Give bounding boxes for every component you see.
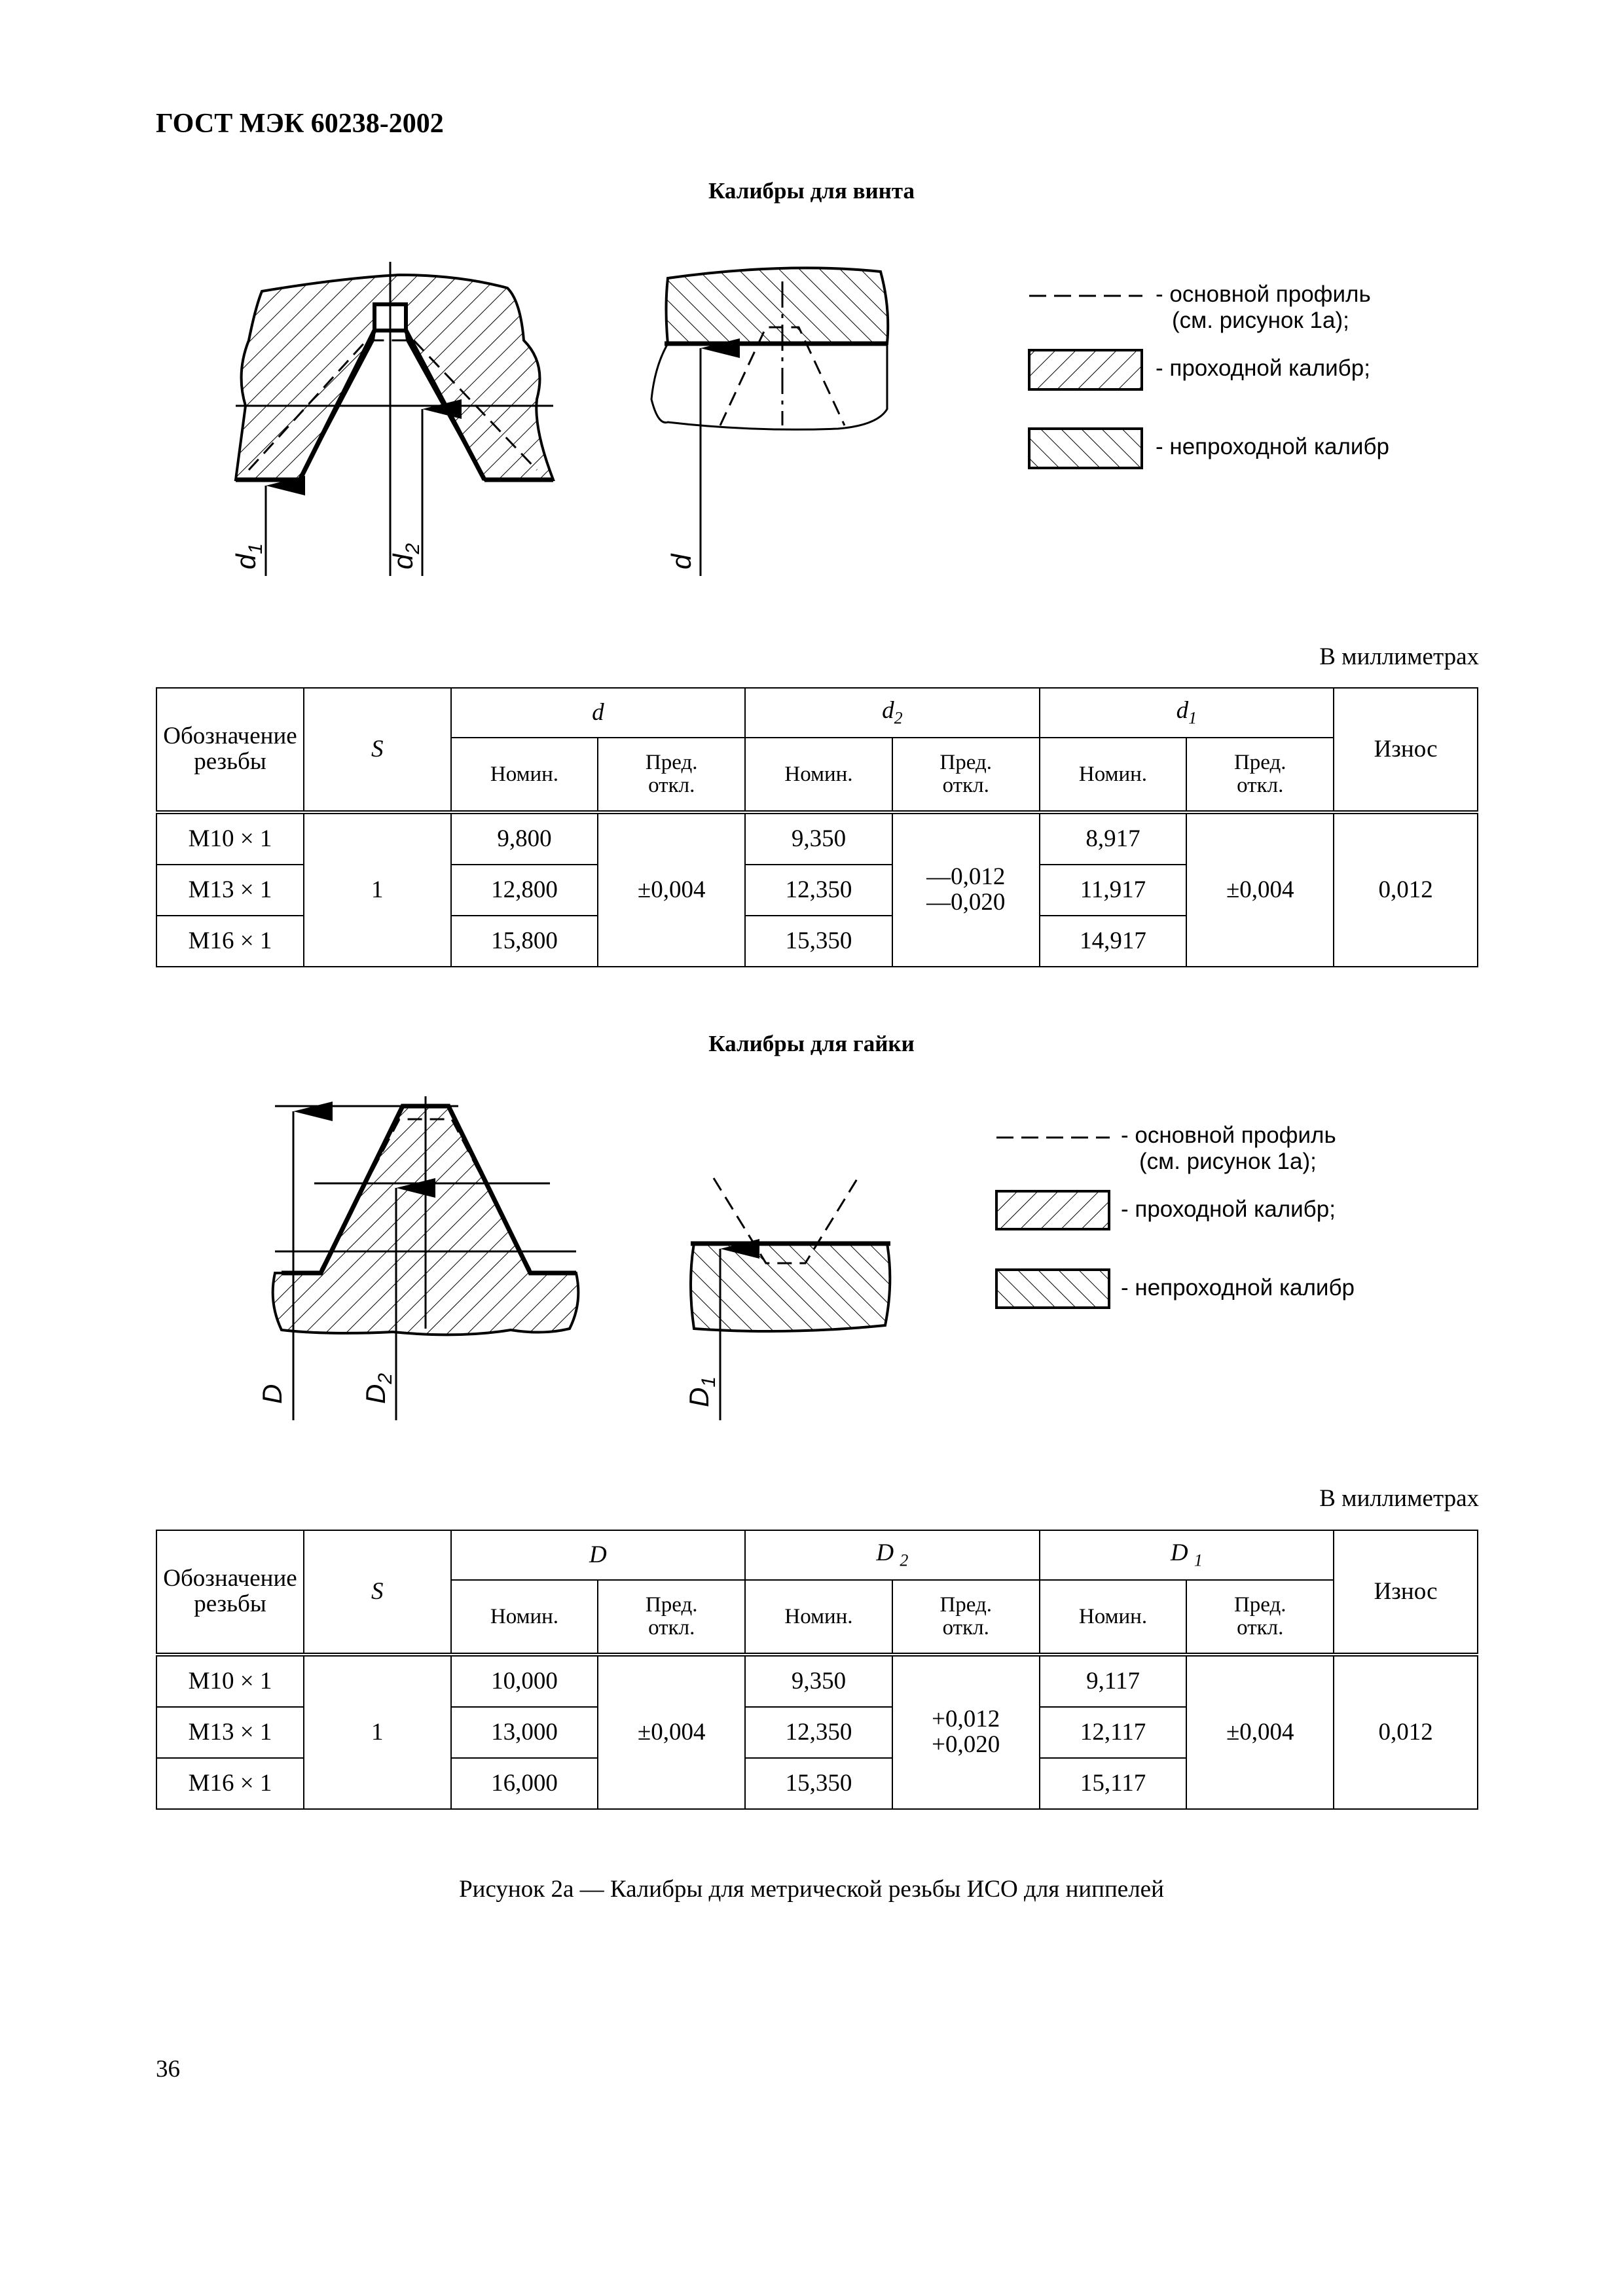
legend-go-swatch bbox=[996, 1191, 1109, 1229]
screw-legend-basic-profile: - основной профиль bbox=[1156, 281, 1371, 307]
cell-designation: M16 × 1 bbox=[156, 916, 304, 967]
header-nom: Номин. bbox=[1040, 738, 1187, 812]
cell-d2-nom: 15,350 bbox=[745, 916, 892, 967]
cell-D2-nom: 15,350 bbox=[745, 1758, 892, 1809]
cell-d-nom: 15,800 bbox=[451, 916, 598, 967]
cell-designation: M13 × 1 bbox=[156, 1707, 304, 1758]
header-dev: Пред. откл. bbox=[598, 738, 745, 812]
header-d1: $d_1$ bbox=[1040, 688, 1334, 738]
screw-nogo-gauge-drawing bbox=[651, 268, 888, 576]
header-D1: D $_1$ bbox=[1040, 1530, 1334, 1580]
cell-designation: M10 × 1 bbox=[156, 812, 304, 865]
label-d2: $d_2$ bbox=[388, 543, 424, 569]
cell-designation: M16 × 1 bbox=[156, 1758, 304, 1809]
screw-gauges-figure bbox=[0, 0, 1623, 628]
cell-D-nom: 10,000 bbox=[451, 1655, 598, 1707]
cell-d2-dev: —0,012 —0,020 bbox=[892, 812, 1040, 967]
header-dev: Пред. откл. bbox=[1186, 738, 1334, 812]
screw-legend-nogo: - непроходной калибр bbox=[1156, 434, 1389, 459]
header-nom: Номин. bbox=[745, 738, 892, 812]
cell-D2-dev: +0,012 +0,020 bbox=[892, 1655, 1040, 1809]
cell-d-nom: 12,800 bbox=[451, 865, 598, 916]
header-nom: Номин. bbox=[451, 738, 598, 812]
header-s: S bbox=[304, 1530, 451, 1655]
nut-gauge-table bbox=[156, 1530, 1478, 1810]
cell-d-nom: 9,800 bbox=[451, 812, 598, 865]
screw-legend bbox=[1029, 296, 1142, 468]
document-header: ГОСТ МЭК 60238-2002 bbox=[156, 109, 444, 139]
cell-d1-nom: 11,917 bbox=[1040, 865, 1187, 916]
legend-go-swatch bbox=[1029, 350, 1142, 389]
cell-d1-nom: 8,917 bbox=[1040, 812, 1187, 865]
cell-d1-dev: ±0,004 bbox=[1186, 812, 1334, 967]
cell-D-dev: ±0,004 bbox=[598, 1655, 745, 1809]
page-number: 36 bbox=[156, 2056, 180, 2083]
figure-caption: Рисунок 2а — Калибры для метрической резьбы ИСО для ниппелей bbox=[459, 1876, 1164, 1903]
nut-legend-go: - проходной калибр; bbox=[1121, 1196, 1336, 1222]
header-dev: Пред. откл. bbox=[892, 738, 1040, 812]
header-wear: Износ bbox=[1334, 1530, 1478, 1655]
cell-D1-nom: 12,117 bbox=[1040, 1707, 1187, 1758]
header-d2: $d_2$ bbox=[745, 688, 1040, 738]
nut-units: В миллиметрах bbox=[1319, 1485, 1479, 1512]
screw-legend-go: - проходной калибр; bbox=[1156, 355, 1370, 381]
nut-legend-nogo: - непроходной калибр bbox=[1121, 1275, 1355, 1300]
header-designation: Обозначение резьбы bbox=[156, 1530, 304, 1655]
nut-nogo-gauge-drawing bbox=[691, 1178, 890, 1420]
cell-D1-nom: 9,117 bbox=[1040, 1655, 1187, 1707]
nut-legend-basic-profile: - основной профиль bbox=[1121, 1122, 1336, 1148]
table-row bbox=[156, 812, 1478, 865]
cell-d2-nom: 12,350 bbox=[745, 865, 892, 916]
header-dev: Пред. откл. bbox=[598, 1580, 745, 1655]
screw-go-gauge-drawing bbox=[236, 262, 553, 576]
nut-legend bbox=[996, 1138, 1110, 1308]
header-designation: Обозначение резьбы bbox=[156, 688, 304, 812]
cell-designation: M13 × 1 bbox=[156, 865, 304, 916]
header-nom: Номин. bbox=[1040, 1580, 1187, 1655]
label-d: d bbox=[666, 554, 697, 569]
header-wear: Износ bbox=[1334, 688, 1478, 812]
header-D2: D $_2$ bbox=[745, 1530, 1040, 1580]
cell-s: 1 bbox=[304, 812, 451, 967]
label-D2: $D_2$ bbox=[360, 1372, 396, 1404]
screw-gauges-title: Калибры для винта bbox=[708, 178, 915, 204]
table-row bbox=[156, 1655, 1478, 1707]
screw-gauge-table bbox=[156, 687, 1478, 967]
label-d1: $d_1$ bbox=[230, 543, 266, 569]
cell-wear: 0,012 bbox=[1334, 812, 1478, 967]
cell-d-dev: ±0,004 bbox=[598, 812, 745, 967]
cell-D2-nom: 9,350 bbox=[745, 1655, 892, 1707]
header-nom: Номин. bbox=[451, 1580, 598, 1655]
header-D: D bbox=[451, 1530, 746, 1580]
legend-nogo-swatch bbox=[996, 1270, 1109, 1308]
nut-gauges-figure bbox=[0, 1047, 1623, 1479]
cell-wear: 0,012 bbox=[1334, 1655, 1478, 1809]
legend-nogo-swatch bbox=[1029, 429, 1142, 468]
nut-go-gauge-drawing bbox=[273, 1096, 579, 1420]
header-d: d bbox=[451, 688, 746, 738]
cell-D1-nom: 15,117 bbox=[1040, 1758, 1187, 1809]
cell-D-nom: 16,000 bbox=[451, 1758, 598, 1809]
cell-d1-nom: 14,917 bbox=[1040, 916, 1187, 967]
label-D: D bbox=[257, 1384, 287, 1404]
cell-D2-nom: 12,350 bbox=[745, 1707, 892, 1758]
cell-s: 1 bbox=[304, 1655, 451, 1809]
nut-gauges-title: Калибры для гайки bbox=[708, 1031, 915, 1056]
screw-units: В миллиметрах bbox=[1319, 643, 1479, 670]
screw-legend-basic-profile-ref: (см. рисунок 1а); bbox=[1172, 308, 1349, 333]
cell-d2-nom: 9,350 bbox=[745, 812, 892, 865]
header-dev: Пред. откл. bbox=[1186, 1580, 1334, 1655]
header-s: S bbox=[304, 688, 451, 812]
nut-legend-basic-profile-ref: (см. рисунок 1а); bbox=[1139, 1149, 1317, 1174]
cell-D-nom: 13,000 bbox=[451, 1707, 598, 1758]
cell-designation: M10 × 1 bbox=[156, 1655, 304, 1707]
header-dev: Пред. откл. bbox=[892, 1580, 1040, 1655]
label-D1: $D_1$ bbox=[684, 1376, 720, 1407]
header-nom: Номин. bbox=[745, 1580, 892, 1655]
cell-D1-dev: ±0,004 bbox=[1186, 1655, 1334, 1809]
